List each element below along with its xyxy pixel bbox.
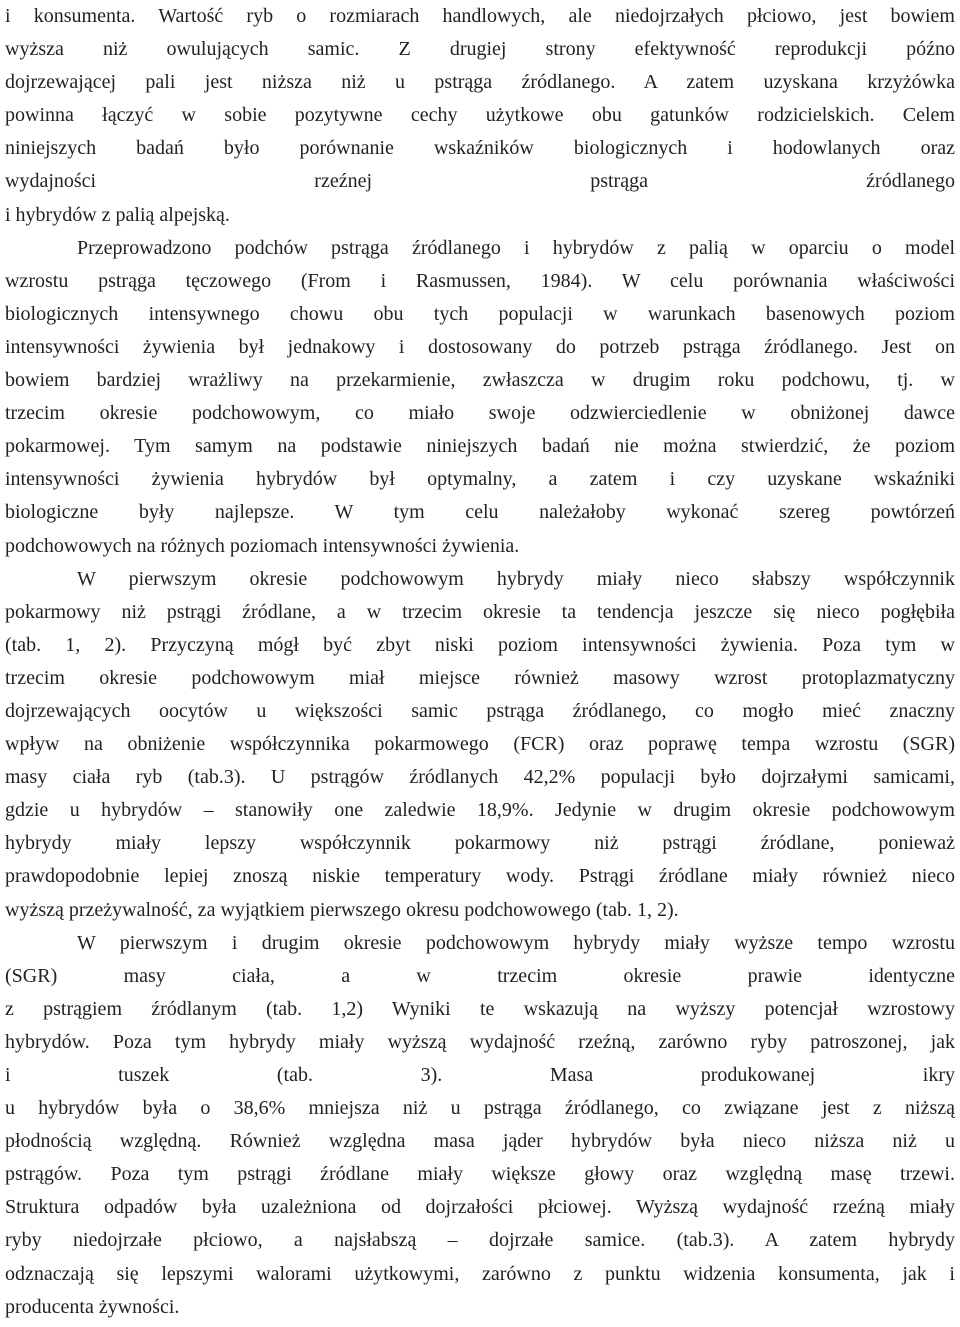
text-line: pokarmowej. Tym samym na podstawie niniejszych badań nie można stwierdzić, że poziom bbox=[5, 435, 955, 458]
text-line: wpływ na obniżenie współczynnika pokarmowego (FCR) oraz poprawę tempa wzrostu (SGR) bbox=[5, 733, 955, 756]
text-line: wyższą przeżywalność, za wyjątkiem pierwszego okresu podchowowego (tab. 1, 2). bbox=[5, 898, 679, 921]
text-line: niniejszych badań było porównanie wskaźników biologicznych i hodowlanych oraz bbox=[5, 137, 955, 160]
paragraph-4 bbox=[5, 927, 955, 1324]
text-line: pokarmowy niż pstrągi źródlane, a w trzecim okresie ta tendencja jeszcze się nieco pogłębiła bbox=[5, 600, 955, 623]
text-line: i konsumenta. Wartość ryb o rozmiarach handlowych, ale niedojrzałych płciowo, jest bowiem bbox=[5, 5, 955, 27]
text-line: (tab. 1, 2). Przyczyną mógł być zbyt niski poziom intensywności żywienia. Poza tym w bbox=[5, 633, 955, 656]
text-line: trzecim okresie podchowowym, co miało swoje odzwierciedlenie w obniżonej dawce bbox=[5, 402, 955, 425]
text-line: u hybrydów była o 38,6% mniejsza niż u pstrąga źródlanego, co związane jest z niższą bbox=[5, 1097, 955, 1120]
paragraph-2 bbox=[5, 232, 955, 563]
text-line: ryby niedojrzałe płciowo, a najsłabszą – dojrzałe samice. (tab.3). A zatem hybrydy bbox=[5, 1229, 955, 1252]
text-line: dojrzewającej pali jest niższa niż u pstrąga źródlanego. A zatem uzyskana krzyżówka bbox=[5, 71, 955, 94]
text-line: producenta żywności. bbox=[5, 1295, 180, 1318]
text-line: Przeprowadzono podchów pstrąga źródlanego i hybrydów z palią w oparciu o model bbox=[77, 236, 955, 259]
text-line: i hybrydów z palią alpejską. bbox=[5, 203, 230, 226]
text-line: masy ciała ryb (tab.3). U pstrągów źródlanych 42,2% populacji było dojrzałymi samicami, bbox=[5, 766, 955, 789]
text-line: wydajności rzeźnej pstrąga źródlanego bbox=[5, 170, 955, 193]
paragraph-3 bbox=[5, 563, 955, 927]
text-line: prawdopodobnie lepiej znoszą niskie temperatury wody. Pstrągi źródlane miały również nieco bbox=[5, 865, 955, 888]
text-line: intensywności żywienia był jednakowy i dostosowany do potrzeb pstrąga źródlanego. Jest on bbox=[5, 335, 955, 358]
text-line: biologiczne były najlepsze. W tym celu należałoby wykonać szereg powtórzeń bbox=[5, 501, 955, 524]
document-page bbox=[5, 0, 955, 1324]
text-line: hybrydy miały lepszy współczynnik pokarmowy niż pstrągi źródlane, ponieważ bbox=[5, 832, 955, 855]
text-line: W pierwszym i drugim okresie podchowowym hybrydy miały wyższe tempo wzrostu bbox=[77, 931, 955, 954]
text-line: i tuszek (tab. 3). Masa produkowanej ikry bbox=[5, 1064, 955, 1086]
paragraph-1 bbox=[5, 0, 955, 232]
text-line: intensywności żywienia hybrydów był optymalny, a zatem i czy uzyskane wskaźniki bbox=[5, 468, 955, 491]
text-line: trzecim okresie podchowowym miał miejsce również masowy wzrost protoplazmatyczny bbox=[5, 666, 955, 689]
text-line: pstrągów. Poza tym pstrągi źródlane miały większe głowy oraz względną masę trzewi. bbox=[5, 1163, 955, 1186]
text-line: W pierwszym okresie podchowowym hybrydy miały nieco słabszy współczynnik bbox=[77, 567, 955, 590]
text-line: dojrzewających oocytów u większości samic pstrąga źródlanego, co mogło mieć znaczny bbox=[5, 699, 955, 722]
text-line: z pstrągiem źródlanym (tab. 1,2) Wyniki te wskazują na wyższy potencjał wzrostowy bbox=[5, 997, 955, 1020]
text-line: gdzie u hybrydów – stanowiły one zaledwie 18,9%. Jedynie w drugim okresie podchowowym bbox=[5, 799, 955, 822]
text-line: (SGR) masy ciała, a w trzecim okresie prawie identyczne bbox=[5, 964, 955, 987]
text-line: biologicznych intensywnego chowu obu tych populacji w warunkach basenowych poziom bbox=[5, 302, 955, 325]
text-line: podchowowych na różnych poziomach intensywności żywienia. bbox=[5, 534, 520, 557]
text-line: odznaczają się lepszymi walorami użytkowymi, zarówno z punktu widzenia konsumenta, jak i bbox=[5, 1262, 955, 1285]
text-line: Struktura odpadów była uzależniona od dojrzałości płciowej. Wyższą wydajność rzeźną miały bbox=[5, 1196, 955, 1219]
text-line: powinna łączyć w sobie pozytywne cechy użytkowe obu gatunków rodzicielskich. Celem bbox=[5, 104, 955, 127]
text-line: bowiem bardziej wrażliwy na przekarmienie, zwłaszcza w drugim roku podchowu, tj. w bbox=[5, 369, 955, 392]
text-line: wzrostu pstrąga tęczowego (From i Rasmussen, 1984). W celu porównania właściwości bbox=[5, 269, 955, 292]
text-line: hybrydów. Poza tym hybrydy miały wyższą wydajność rzeźną, zarówno ryby patroszonej, jak bbox=[5, 1030, 955, 1053]
text-line: płodnością względną. Również względna masa jąder hybrydów była nieco niższa niż u bbox=[5, 1130, 955, 1153]
text-line: wyższa niż owulujących samic. Z drugiej strony efektywność reprodukcji późno bbox=[5, 38, 955, 61]
